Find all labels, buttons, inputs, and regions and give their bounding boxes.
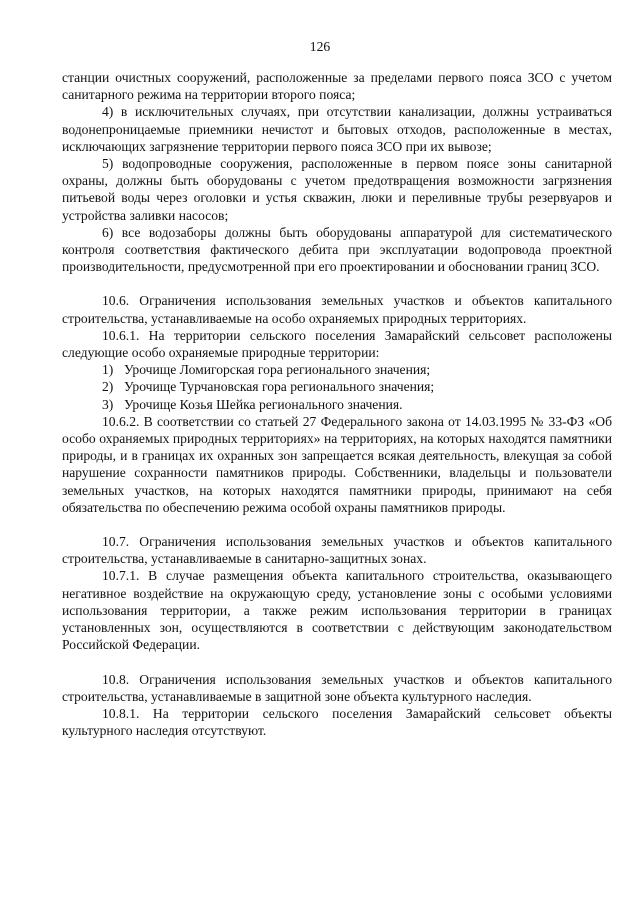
page-body <box>62 69 612 739</box>
section-gap <box>62 516 612 533</box>
list-item-number: 2) <box>102 379 114 395</box>
list-item <box>102 378 612 395</box>
paragraph-continuation: станции очистных сооружений, расположенные за пределами первого пояса ЗСО с учетом санитарного режима на территории второго пояса; <box>62 70 612 103</box>
paragraph-10-6-2: 10.6.2. В соответствии со статьей 27 Федерального закона от 14.03.1995 № 33-ФЗ «Об особо охраняемых природных территориях» на территориях, на которых находятся памятники природы, и в границах их охранных зон запрещается всякая деятельность, влекущая за собой нарушение сохранности памятников природы. Собственники, владельцы и пользователи земельных участков, на которых находятся памятники природы, принимают на себя обязательства по обеспечению режима особой охраны памятников природы. <box>62 413 612 515</box>
section-gap <box>62 654 612 671</box>
protected-areas-list <box>62 361 612 413</box>
paragraph-item-6: 6) все водозаборы должны быть оборудованы аппаратурой для систематического контроля соответствия фактического дебита при эксплуатации водопровода проектной производительности, предусмотренной при его проектировании и обосновании границ ЗСО. <box>62 224 612 275</box>
list-item-text: Урочище Козья Шейка регионального значения. <box>124 396 403 412</box>
list-item <box>102 361 612 378</box>
section-heading-10-8: 10.8. Ограничения использования земельных участков и объектов капитального строительства, устанавливаемые в защитной зоне объекта культурного наследия. <box>62 671 612 704</box>
page-number: 126 <box>309 39 331 54</box>
section-heading-10-6: 10.6. Ограничения использования земельных участков и объектов капитального строительства, устанавливаемые на особо охраняемых природных территориях. <box>62 293 612 326</box>
list-item-text: Урочище Ломигорская гора регионального значения; <box>124 362 431 378</box>
paragraph-10-7-1: 10.7.1. В случае размещения объекта капитального строительства, оказывающего негативное воздействие на окружающую среду, установление зоны с особыми условиями использования территории, а также режим использования территории в границах установленных зон, осуществляются в соответствии с действующим законодательством Российской Федерации. <box>62 568 612 653</box>
paragraph-10-8-1: 10.8.1. На территории сельского поселения Замарайский сельсовет объекты культурного наследия отсутствуют. <box>62 705 612 739</box>
paragraph-item-4: 4) в исключительных случаях, при отсутствии канализации, должны устраиваться водонепроницаемые приемники нечистот и бытовых отходов, расположенные в местах, исключающих загрязнение территории первого пояса ЗСО при их вывозе; <box>62 104 612 154</box>
section-gap <box>62 275 612 292</box>
paragraph-item-5: 5) водопроводные сооружения, расположенные в первом поясе зоны санитарной охраны, должны быть оборудованы с учетом предотвращения возможности загрязнения питьевой воды через оголовки и устья скважин, люки и переливные трубы резервуаров и устройства заливки насосов; <box>62 156 612 223</box>
list-item <box>102 396 612 413</box>
paragraph-10-6-1: 10.6.1. На территории сельского поселения Замарайский сельсовет расположены следующие особо охраняемые природные территории: <box>62 327 612 361</box>
list-item-text: Урочище Турчановская гора регионального значения; <box>124 379 435 395</box>
list-item-number: 1) <box>102 362 114 378</box>
list-item-number: 3) <box>102 396 114 412</box>
section-heading-10-7: 10.7. Ограничения использования земельных участков и объектов капитального строительства, устанавливаемые в санитарно-защитных зонах. <box>62 534 612 567</box>
